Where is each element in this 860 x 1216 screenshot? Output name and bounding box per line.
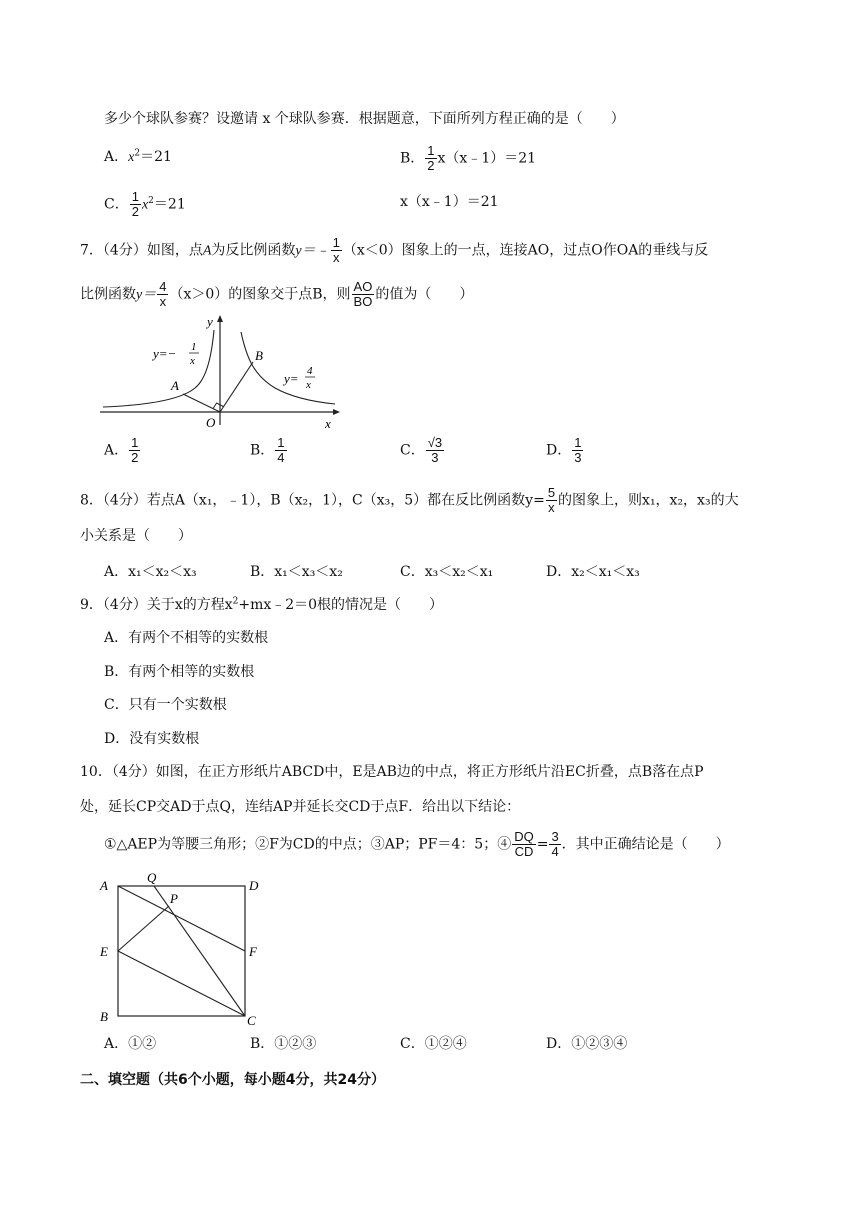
q10-figure: [98, 868, 268, 1028]
q6-option-d: x（x﹣1）＝21: [400, 194, 499, 210]
q7-segment-ao: [183, 394, 220, 412]
q7-label-f1-prefix: y=−: [153, 346, 177, 361]
q10-label-d: D: [249, 878, 259, 893]
q7-option-a: A． $\frac{1}{2}$: [104, 435, 139, 465]
q7-right-angle-mark: [213, 403, 223, 409]
q10-label-f: F: [249, 944, 257, 959]
q6-stem: 多少个球队参赛？设邀请 x 个球队参赛．根据题意，下面所列方程正确的是（ ）: [104, 111, 625, 127]
q7-label-f1-num: 1: [191, 341, 197, 353]
q10-option-b: B．①②③: [250, 1036, 317, 1052]
q7-option-c: C． $\frac{√3}{3}$: [400, 435, 443, 465]
q7-label-b: B: [255, 348, 263, 363]
q9-option-d: D．没有实数根: [104, 731, 200, 747]
q7-label-o: O: [206, 415, 216, 430]
q7-label-f2-den: x: [306, 379, 311, 391]
q9-option-b: B．有两个相等的实数根: [104, 664, 255, 680]
q7-curve-left: [103, 330, 214, 407]
q7-label-f2-num: 4: [307, 365, 313, 377]
q8-stem-line1: 8．（4分）若点A（x₁，﹣1），B（x₂，1），C（x₃，5）都在反比例函数y= $\frac{5}{x}$ 的图象上，则x₁，x₂，x₃的大: [80, 485, 739, 515]
q10-label-e: E: [100, 944, 108, 959]
q10-square: [118, 886, 245, 1016]
q10-label-c: C: [247, 1013, 256, 1028]
q7-x-arrow: [333, 409, 340, 415]
q6-option-a: A．$x^2=21$: [104, 148, 172, 165]
q10-segment-ep: [118, 906, 169, 951]
q10-segment-af: [118, 886, 245, 951]
q10-label-q: Q: [147, 870, 157, 885]
q10-stem-line3: ①△AEP为等腰三角形；②F为CD的中点；③AP；PF＝4：5；④ $\frac{DQ}{CD}$ = $\frac{3}{4}$ ．其中正确结论是（ ）: [104, 829, 730, 859]
q10-option-a: A．①②: [104, 1036, 157, 1052]
q9-option-a: A．有两个不相等的实数根: [104, 630, 269, 646]
q10-option-c: C．①②④: [400, 1036, 467, 1052]
q10-segment-ec: [118, 951, 245, 1016]
q6-option-c: C． $\frac{1}{2}$ $x^2=21$: [104, 189, 186, 219]
q8-option-a: A．x₁＜x₂＜x₃: [104, 564, 197, 580]
q7-label-f1-den: x: [190, 355, 195, 367]
q7-stem-line2: 比例函数y＝ $\frac{4}{x}$ （x＞0）的图象交于点B，则 $\frac{AO}{BO}$ 的值为（ ）: [80, 279, 474, 309]
q7-figure: [95, 310, 345, 430]
q7-label-a: A: [171, 378, 179, 393]
section-2-heading: 二、填空题（共6个小题，每小题4分，共24分）: [80, 1072, 385, 1088]
q7-label-x: x: [325, 416, 331, 430]
q8-option-d: D．x₂＜x₁＜x₃: [546, 564, 640, 580]
q10-label-b: B: [100, 1009, 108, 1024]
q9-stem: 9．（4分）关于x的方程$x^2+mx﹣2=0$根的情况是（ ）: [80, 596, 444, 613]
q10-label-p: P: [170, 891, 178, 906]
q8-option-b: B．x₁＜x₃＜x₂: [250, 564, 343, 580]
q10-stem-line2: 处，延长CP交AD于点Q，连结AP并延长交CD于点F．给出以下结论：: [80, 799, 521, 815]
q7-option-d: D． $\frac{1}{3}$: [546, 435, 582, 465]
q10-stem-line1: 10．（4分）如图，在正方形纸片ABCD中，E是AB边的中点，将正方形纸片沿EC折叠，点B落在点P: [80, 764, 704, 780]
q7-label-f2-prefix: y=: [284, 371, 299, 386]
q9-option-c: C．只有一个实数根: [104, 697, 227, 713]
q8-option-c: C．x₃＜x₂＜x₁: [400, 564, 494, 580]
q10-option-d: D．①②③④: [546, 1036, 628, 1052]
q7-curve-right: [241, 332, 335, 404]
q7-segment-ob: [220, 362, 253, 412]
q7-y-arrow: [217, 315, 223, 322]
q7-option-b: B． $\frac{1}{4}$: [250, 435, 285, 465]
q6-option-b: B． $\frac{1}{2}$ x（x﹣1）＝21: [400, 143, 537, 173]
q10-segment-cq: [154, 886, 245, 1016]
q7-stem-line1: 7．（4分）如图，点A为反比例函数y＝﹣ $\frac{1}{x}$ （x＜0）图象上的一点，连接AO，过点O作OA的垂线与反: [80, 235, 709, 265]
q10-label-a: A: [100, 878, 108, 893]
q7-label-y: y: [207, 314, 213, 329]
q8-stem-line2: 小关系是（ ）: [80, 528, 192, 544]
